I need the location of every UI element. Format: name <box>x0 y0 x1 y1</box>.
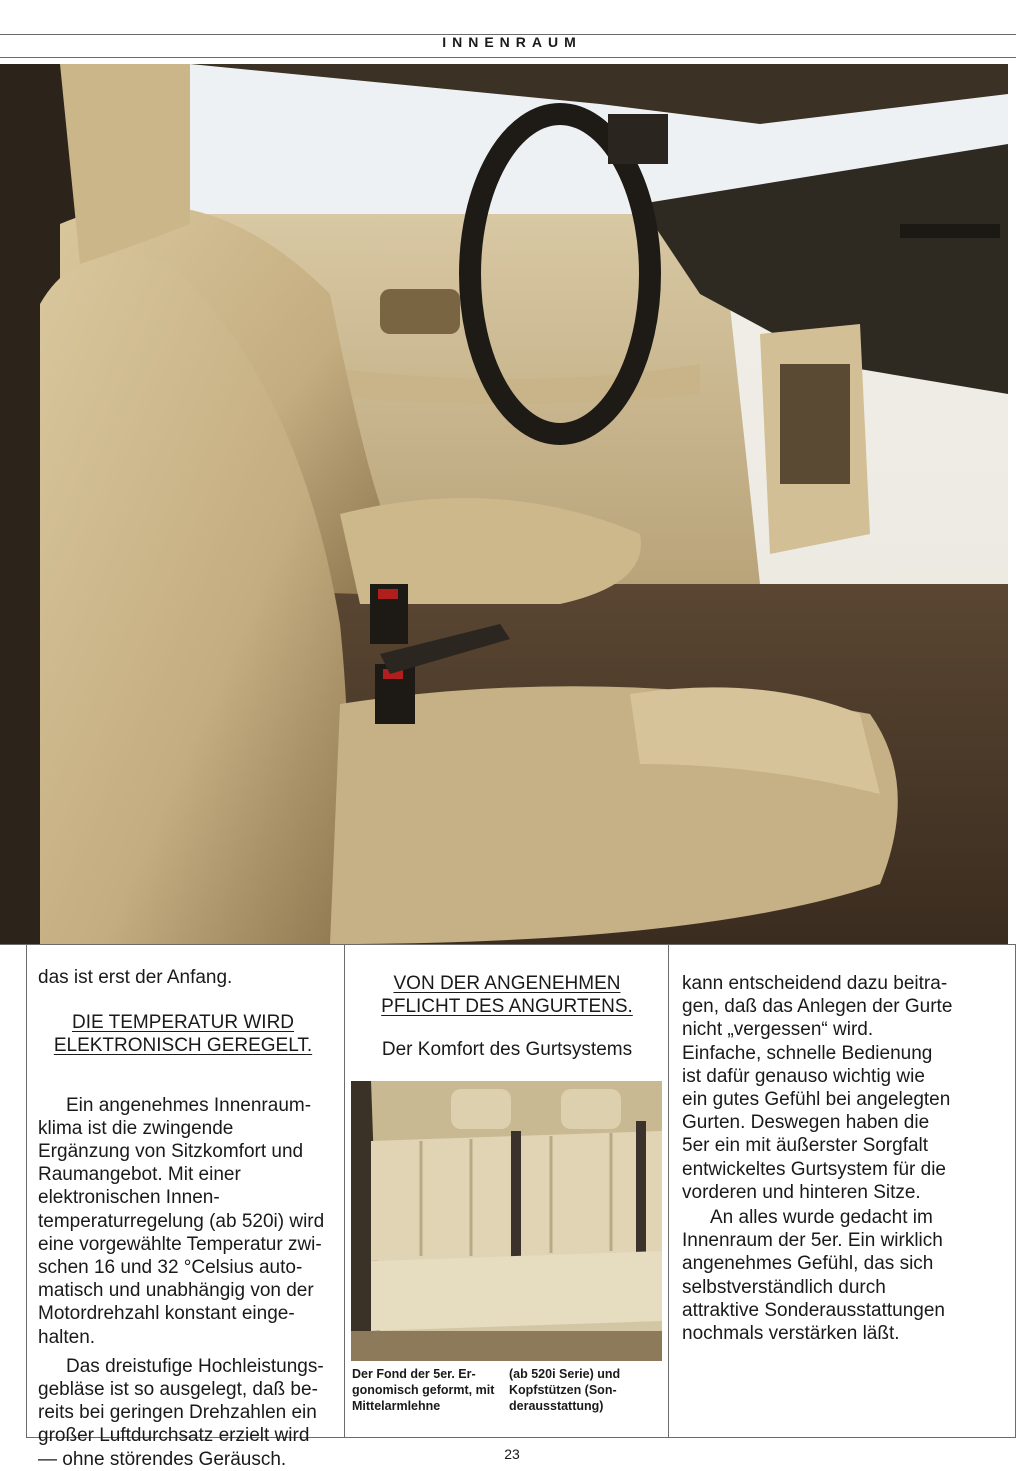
body-paragraph: kann entscheidend dazu beitragen, daß das Anlegen der Gurte nicht „vergessen“ wird. Einfache, schnelle Bedienung ist dafür genauso wichtig wie ein gutes Gefühl bei angelegten Gurten. Deswegen haben die 5er ein mit äußerster Sorgfalt entwickeltes Gurtsystem für die vorderen und hinteren Sitze. <box>682 973 953 1203</box>
seatbelt-heading <box>356 972 658 1018</box>
body-paragraph: Das dreistufige Hochleistungsgebläse ist so ausgelegt, daß bereits bei geringen Drehzahlen ein großer Luftdurchsatz erzielt wird — ohne störendes Geräusch. <box>38 1355 324 1470</box>
temperature-heading <box>38 1011 328 1057</box>
body-paragraph: Ein angenehmes Innenraumklima ist die zwingende Ergänzung von Sitzkomfort und Raumangebot. Mit einer elektronischen Innentemperaturregelung (ab 520i) wird eine vorgewählte Temperatur zwischen 16 und 32 °Celsius automatisch und unabhängig von der Motordrehzahl konstant eingehalten. <box>38 1094 325 1348</box>
lead-line: das ist erst der Anfang. <box>38 967 233 988</box>
left-frame-rule <box>26 944 27 1438</box>
body-paragraph: An alles wurde gedacht im Innenraum der 5er. Ein wirklich angenehmes Gefühl, das sich selbstverständlich durch attraktive Sonderausstattungen nochmals verstärken läßt. <box>682 1207 946 1345</box>
page-number: 23 <box>504 1446 520 1462</box>
column-divider-1 <box>344 944 345 1438</box>
heading-line: PFLICHT DES ANGURTENS. <box>381 996 633 1018</box>
right-column <box>682 972 954 1345</box>
header-rule-bottom <box>0 57 1016 58</box>
middle-column <box>356 972 658 1062</box>
page-section-title: INNENRAUM <box>442 34 582 50</box>
right-frame-rule <box>1015 944 1016 1438</box>
seatbelt-subheading: Der Komfort des Gurtsystems <box>381 1039 633 1061</box>
heading-line: VON DER ANGENEHMEN <box>393 973 621 994</box>
column-divider-2 <box>668 944 669 1438</box>
photo-bottom-rule <box>0 944 1016 945</box>
left-column <box>38 966 328 1471</box>
main-interior-photo <box>0 64 1008 944</box>
heading-line: ELEKTRONISCH GEREGELT. <box>53 1035 313 1057</box>
photo-caption-left: Der Fond der 5er. Ergonomisch geformt, mit Mittelarmlehne <box>352 1367 495 1413</box>
photo-caption-right: (ab 520i Serie) und Kopfstützen (Sonderausstattung) <box>509 1367 621 1413</box>
rear-seat-photo <box>351 1081 662 1361</box>
heading-line: DIE TEMPERATUR WIRD <box>71 1012 295 1034</box>
